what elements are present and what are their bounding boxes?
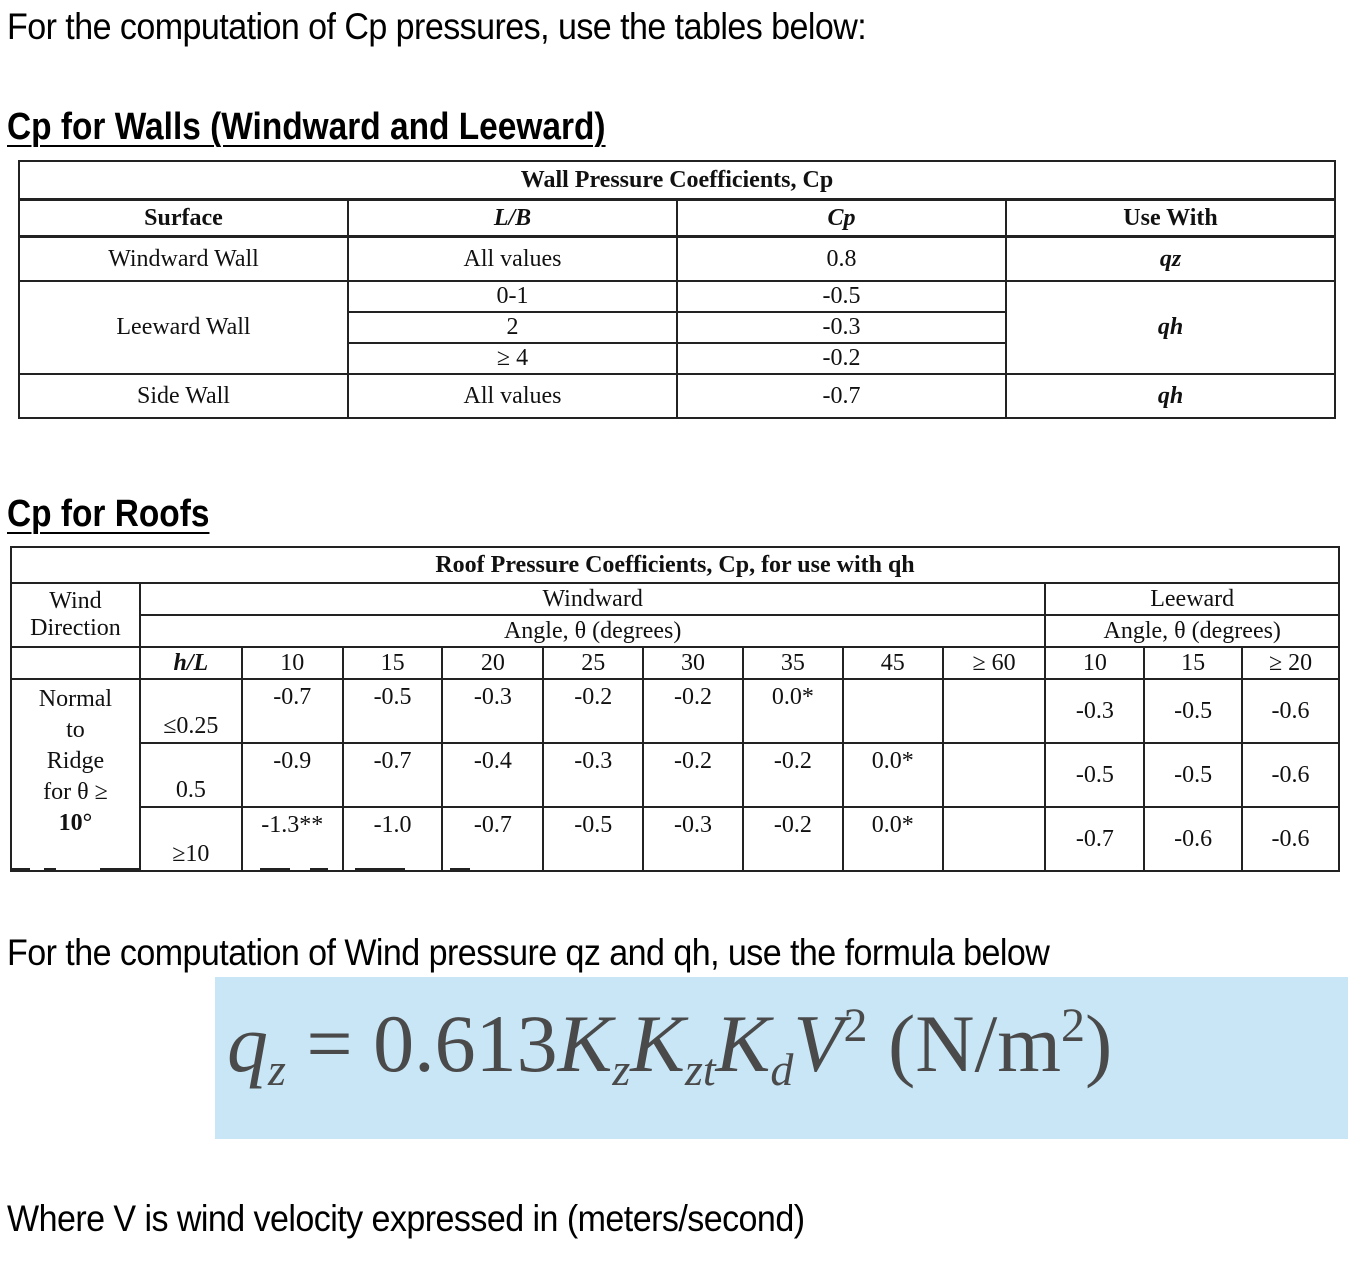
formula-coefficient: 0.613 <box>373 998 558 1089</box>
formula-v: V <box>793 998 844 1089</box>
windward-wall-lb: All values <box>348 237 677 282</box>
windward-angle: 45 <box>843 647 943 679</box>
formula-k3: K <box>715 998 771 1089</box>
roof-cp-value: 0.0* <box>843 743 943 807</box>
windward-header: Windward <box>140 583 1046 615</box>
formula-equals: = <box>306 998 353 1089</box>
leeward-wall-cp: -0.2 <box>677 343 1006 374</box>
col-header-lb: L/B <box>348 200 677 237</box>
roof-cp-value: -1.0 <box>343 807 443 871</box>
roof-cp-value: 0.0* <box>743 679 843 743</box>
wind-pressure-formula <box>227 997 1112 1096</box>
direction-line: Ridge <box>46 748 105 774</box>
wall-table-title: Wall Pressure Coefficients, Cp <box>19 161 1335 200</box>
leeward-wall-cp: -0.5 <box>677 281 1006 312</box>
hl-header: h/L <box>140 647 242 679</box>
roof-cp-value: 0.0* <box>843 807 943 871</box>
wind-direction-cell <box>11 679 140 871</box>
roof-cp-value: -0.3 <box>442 679 543 743</box>
intro-text: For the computation of Cp pressures, use the tables below: <box>7 6 867 47</box>
direction-line: to <box>66 717 85 743</box>
roof-cp-value: -0.2 <box>543 679 643 743</box>
formula-lhs-sub: z <box>268 1044 286 1095</box>
windward-angle: 30 <box>643 647 743 679</box>
windward-angle: 15 <box>343 647 443 679</box>
roof-cp-value: -0.2 <box>743 743 843 807</box>
table-cut-edge <box>10 868 1340 874</box>
roof-cp-leeward-value: -0.5 <box>1144 679 1242 743</box>
roof-cp-value: -0.3 <box>543 743 643 807</box>
formula-lhs: q <box>227 998 268 1089</box>
leeward-angle: ≥ 20 <box>1242 647 1339 679</box>
hl-value: ≥10 <box>140 807 242 871</box>
windward-angle: 20 <box>442 647 543 679</box>
roof-cp-value: -0.7 <box>242 679 343 743</box>
windward-wall-surface: Windward Wall <box>19 237 348 282</box>
roof-cp-value: -0.7 <box>343 743 443 807</box>
windward-angle-label: Angle, θ (degrees) <box>140 615 1046 647</box>
windward-angle: 35 <box>743 647 843 679</box>
leeward-wall-lb: 2 <box>348 312 677 343</box>
side-wall-use: qh <box>1006 374 1335 418</box>
formula-k1: K <box>557 998 613 1089</box>
roof-cp-value: -0.4 <box>442 743 543 807</box>
leeward-wall-use: qh <box>1006 281 1335 374</box>
formula-units-close: ) <box>1085 998 1113 1089</box>
formula-v-sup: 2 <box>843 999 868 1052</box>
roof-cp-value: -0.2 <box>643 679 743 743</box>
formula-box <box>215 977 1348 1139</box>
windward-wall-use: qz <box>1006 237 1335 282</box>
roof-cp-leeward-value: -0.6 <box>1242 743 1339 807</box>
col-header-cp: Cp <box>677 200 1006 237</box>
wall-pressure-table <box>18 160 1336 419</box>
roof-cp-value: -0.7 <box>442 807 543 871</box>
direction-line: Normal <box>38 686 113 712</box>
roof-cp-leeward-value: -0.5 <box>1045 743 1144 807</box>
roof-cp-value <box>943 743 1046 807</box>
roof-cp-leeward-value: -0.7 <box>1045 807 1144 871</box>
roof-cp-value: -0.3 <box>643 807 743 871</box>
windward-angle: ≥ 60 <box>943 647 1046 679</box>
formula-k2-sub: zt <box>684 1044 716 1095</box>
col-header-surface: Surface <box>19 200 348 237</box>
windward-wall-cp: 0.8 <box>677 237 1006 282</box>
leeward-angle: 10 <box>1045 647 1144 679</box>
footer-text: Where V is wind velocity expressed in (meters/second) <box>7 1198 805 1239</box>
roof-cp-value: -0.5 <box>543 807 643 871</box>
direction-line: for θ ≥ <box>43 779 108 805</box>
roof-cp-leeward-value: -0.6 <box>1242 807 1339 871</box>
roof-cp-value <box>943 807 1046 871</box>
roof-cp-leeward-value: -0.6 <box>1242 679 1339 743</box>
leeward-wall-surface: Leeward Wall <box>19 281 348 374</box>
hl-value: 0.5 <box>140 743 242 807</box>
roof-cp-leeward-value: -0.3 <box>1045 679 1144 743</box>
leeward-angle: 15 <box>1144 647 1242 679</box>
leeward-wall-lb: ≥ 4 <box>348 343 677 374</box>
roof-cp-value: -1.3** <box>242 807 343 871</box>
roof-pressure-table <box>10 546 1340 872</box>
hl-value: ≤0.25 <box>140 679 242 743</box>
roof-cp-leeward-value: -0.5 <box>1144 743 1242 807</box>
direction-line: 10° <box>58 810 93 836</box>
roof-cp-value <box>943 679 1046 743</box>
wind-direction-header: Wind Direction <box>11 583 140 647</box>
windward-angle: 25 <box>543 647 643 679</box>
formula-k1-sub: z <box>612 1044 631 1095</box>
leeward-angle-label: Angle, θ (degrees) <box>1045 615 1339 647</box>
formula-intro-text: For the computation of Wind pressure qz and qh, use the formula below <box>7 932 1050 973</box>
leeward-wall-lb: 0-1 <box>348 281 677 312</box>
roof-cp-value <box>843 679 943 743</box>
roof-cp-value: -0.5 <box>343 679 443 743</box>
formula-k3-sub: d <box>770 1044 794 1095</box>
roof-cp-leeward-value: -0.6 <box>1144 807 1242 871</box>
roof-table-title: Roof Pressure Coefficients, Cp, for use with qh <box>11 547 1339 583</box>
side-wall-surface: Side Wall <box>19 374 348 418</box>
roof-cp-value: -0.2 <box>743 807 843 871</box>
wind-direction-spacer <box>11 647 140 679</box>
walls-heading: Cp for Walls (Windward and Leeward) <box>7 106 606 148</box>
formula-units-sup: 2 <box>1061 999 1086 1052</box>
leeward-header: Leeward <box>1045 583 1339 615</box>
side-wall-lb: All values <box>348 374 677 418</box>
col-header-use-with: Use With <box>1006 200 1335 237</box>
leeward-wall-cp: -0.3 <box>677 312 1006 343</box>
windward-angle: 10 <box>242 647 343 679</box>
roofs-heading: Cp for Roofs <box>7 493 210 535</box>
formula-units: (N/m <box>887 998 1062 1089</box>
roof-cp-value: -0.9 <box>242 743 343 807</box>
roof-cp-value: -0.2 <box>643 743 743 807</box>
formula-k2: K <box>630 998 685 1089</box>
side-wall-cp: -0.7 <box>677 374 1006 418</box>
